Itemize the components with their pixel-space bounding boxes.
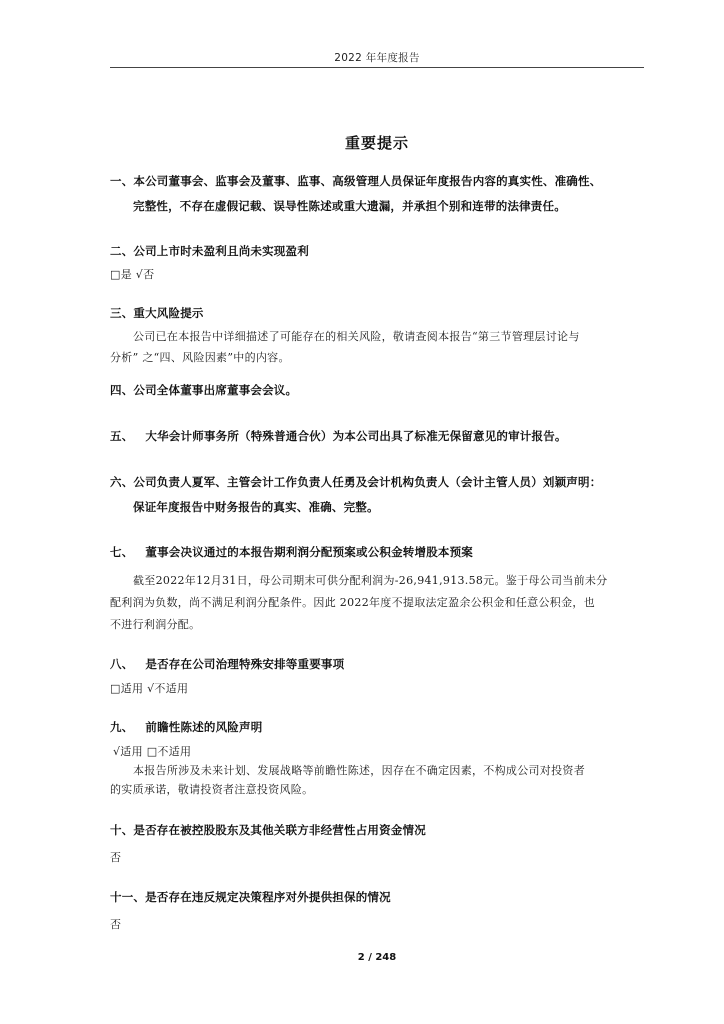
section-10-answer: 否 (110, 851, 122, 864)
section-7-heading (110, 544, 473, 560)
section-8-number: 八、 (110, 657, 134, 671)
section-4-heading: 四、公司全体董事出席董事会会议。 (110, 383, 298, 397)
section-7-line1: 截至2022年12月31日，母公司期末可供分配利润为-26,941,913.58元。鉴于母公司当前未分 (133, 574, 608, 587)
section-1-line2: 完整性，不存在虚假记载、误导性陈述或重大遗漏，并承担个别和连带的法律责任。 (133, 199, 566, 213)
section-9-answer: √适用 □不适用 (113, 745, 192, 758)
section-2-heading: 二、公司上市时未盈利且尚未实现盈利 (110, 244, 309, 258)
header-divider (110, 67, 644, 68)
section-5-text: 大华会计师事务所（特殊普通合伙）为本公司出具了标准无保留意见的审计报告。 (145, 429, 567, 443)
section-9-text: 前瞻性陈述的风险声明 (145, 720, 263, 734)
section-5-heading (110, 428, 567, 444)
section-6-line2: 保证年度报告中财务报告的真实、准确、完整。 (133, 500, 379, 514)
page-number: 2 / 248 (357, 952, 397, 963)
section-8-text: 是否存在公司治理特殊安排等重要事项 (145, 657, 345, 671)
section-11-answer: 否 (110, 918, 122, 931)
section-10-heading: 十、是否存在被控股股东及其他关联方非经营性占用资金情况 (110, 823, 426, 837)
section-5-number: 五、 (110, 429, 134, 443)
section-8-heading (110, 656, 344, 672)
section-9-heading (110, 719, 262, 735)
page-header: 2022 年年度报告 (334, 52, 420, 64)
section-8-answer: □适用 √不适用 (110, 682, 189, 695)
section-1-line1: 一、本公司董事会、监事会及董事、监事、高级管理人员保证年度报告内容的真实性、准确性、 (110, 174, 602, 188)
section-3-line2: 分析” 之“四、风险因素”中的内容。 (110, 351, 290, 364)
section-3-heading: 三、重大风险提示 (110, 306, 204, 320)
section-7-text: 董事会决议通过的本报告期利润分配预案或公积金转增股本预案 (145, 545, 474, 559)
section-6-line1: 六、公司负责人夏军、主管会计工作负责人任勇及会计机构负责人（会计主管人员）刘颖声明： (110, 475, 602, 489)
section-2-answer: □是 √否 (110, 268, 155, 281)
section-7-number: 七、 (110, 545, 134, 559)
section-3-line1: 公司已在本报告中详细描述了可能存在的相关风险，敬请查阅本报告“第三节管理层讨论与 (133, 330, 580, 343)
section-7-line2: 配利润为负数，尚不满足利润分配条件。因此 2022年度不提取法定盈余公积金和任意公积金，也 (110, 596, 595, 609)
section-9-line1: 本报告所涉及未来计划、发展战略等前瞻性陈述，因存在不确定因素，不构成公司对投资者 (133, 764, 585, 777)
page-title: 重要提示 (344, 134, 409, 152)
section-7-line3: 不进行利润分配。 (110, 618, 201, 631)
section-11-heading: 十一、是否存在违反规定决策程序对外提供担保的情况 (110, 890, 391, 904)
section-9-number: 九、 (110, 720, 134, 734)
section-9-line2: 的实质承诺，敬请投资者注意投资风险。 (110, 783, 314, 796)
